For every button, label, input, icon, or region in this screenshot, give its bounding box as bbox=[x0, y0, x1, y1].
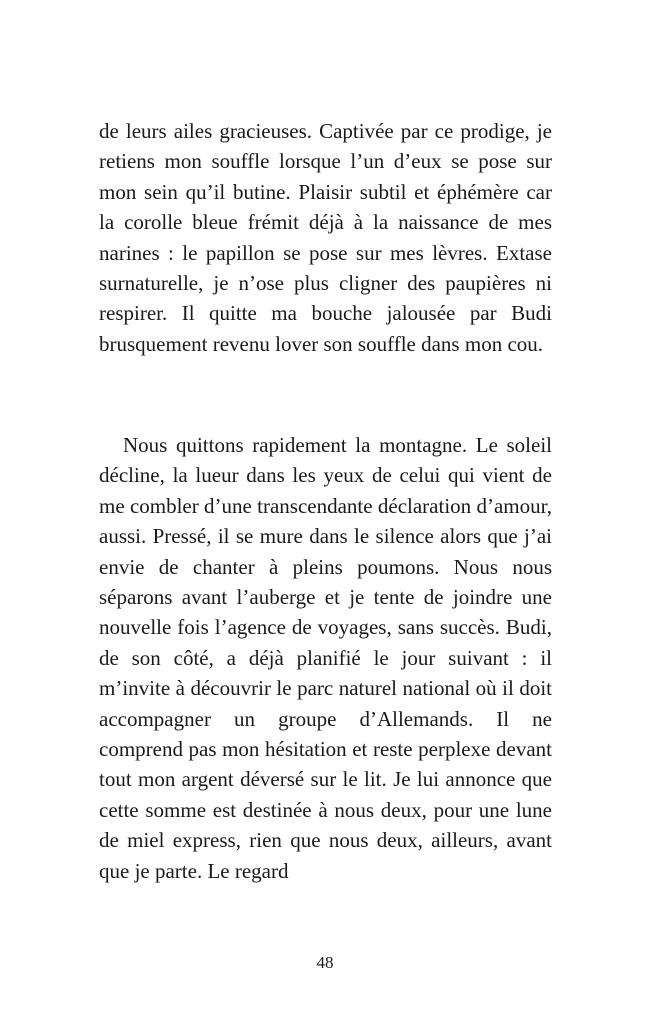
paragraph-continued bbox=[99, 116, 552, 359]
paragraph bbox=[99, 430, 552, 886]
paragraph-text: Nous quittons rapidement la montagne. Le soleil décline, la lueur dans les yeux de celui qui vient de me combler d’une transcendante déclaration d’amour, aussi. Pressé, il se mure dans le silence alors que j’ai envie de chanter à pleins poumons. Nous nous séparons avant l’auberge et je tente de joindre une nouvelle fois l’agence de voyages, sans succès. Budi, de son côté, a déjà planifié le jour suivant : il m’invite à découvrir le parc naturel national où il doit accompagner un groupe d’Allemands. Il ne comprend pas mon hésitation et reste perplexe devant tout mon argent déversé sur le lit. Je lui annonce que cette somme est destinée à nous deux, pour une lune de miel express, rien que nous deux, ailleurs, avant que je parte. Le regard bbox=[99, 433, 552, 883]
page-number: 48 bbox=[316, 953, 334, 972]
paragraph-text: de leurs ailes gracieuses. Captivée par ce prodige, je retiens mon souffle lorsque l’un d’eux se pose sur mon sein qu’il butine. Plaisir subtil et éphémère car la corolle bleue frémit déjà à la naissance de mes narines : le papillon se pose sur mes lèvres. Extase surnaturelle, je n’ose plus cligner des paupières ni respirer. Il quitte ma bouche jalousée par Budi brusquement revenu lover son souffle dans mon cou. bbox=[99, 119, 552, 356]
